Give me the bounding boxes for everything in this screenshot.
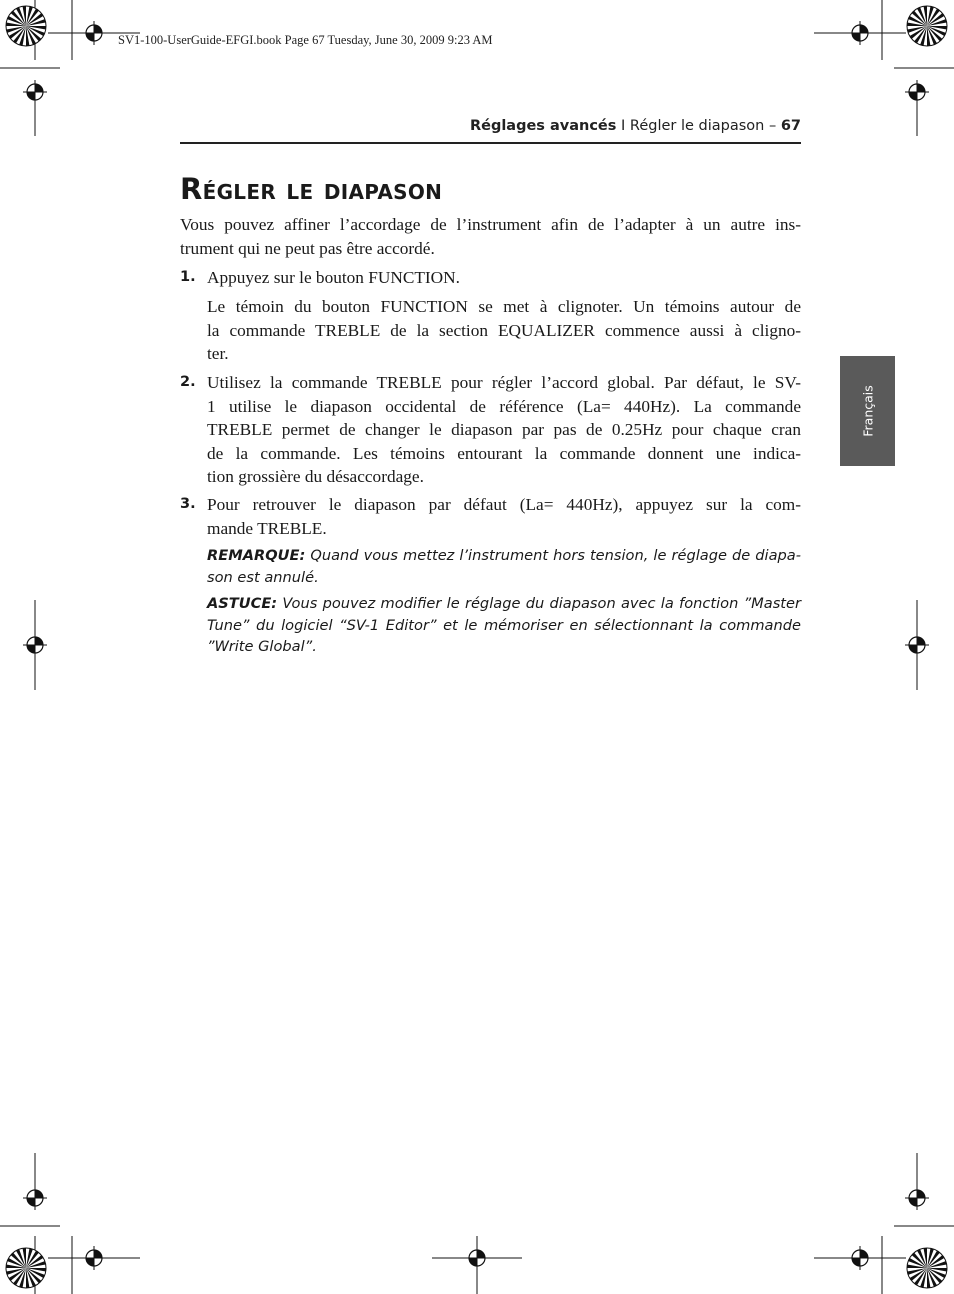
- remark-label: REMARQUE:: [207, 547, 306, 564]
- running-head-separator: I: [621, 118, 626, 134]
- text-line: Pour retrouver le diapason par défaut (La= 440Hz), appuyez sur la com-: [207, 495, 801, 514]
- step-number: 2.: [180, 374, 196, 390]
- running-head-dash: –: [768, 118, 777, 134]
- text-line: Utilisez la commande TREBLE pour régler l’accord global. Par défaut, le SV-: [207, 373, 801, 392]
- star-target-mark: [6, 6, 46, 46]
- text-line: TREBLE permet de changer le diapason par pas de 0.25Hz pour chaque cran: [207, 420, 801, 439]
- text-line: Vous pouvez modifier le réglage du diapason avec la fonction ”Master: [282, 595, 802, 612]
- step-number: 1.: [180, 269, 196, 285]
- step-number: 3.: [180, 496, 196, 512]
- text-line: tion grossière du désaccordage.: [207, 467, 424, 486]
- page-number: 67: [780, 118, 801, 134]
- language-tab-label: Français: [860, 385, 875, 437]
- text-line: Appuyez sur le bouton FUNCTION.: [207, 268, 460, 287]
- text-line: Quand vous mettez l’instrument hors tension, le réglage de diapa-: [310, 547, 802, 564]
- text-line: ”Write Global”.: [207, 638, 317, 655]
- text-line: Le témoin du bouton FUNCTION se met à clignoter. Un témoins autour de: [207, 297, 801, 316]
- tip-label: ASTUCE:: [207, 595, 278, 612]
- running-head-topic: Régler le diapason: [629, 118, 765, 134]
- text-line: Vous pouvez affiner l’accordage de l’instrument afin de l’adapter à un autre ins-: [180, 215, 801, 234]
- star-target-mark: [6, 1248, 46, 1288]
- star-target-mark: [907, 1248, 947, 1288]
- running-head-section: Réglages avancés: [469, 118, 617, 134]
- text-line: mande TREBLE.: [207, 518, 327, 538]
- star-target-mark: [907, 6, 947, 46]
- text-line: Tune” du logiciel “SV-1 Editor” et le mémoriser en sélectionnant la commande: [207, 616, 801, 634]
- text-line: de la commande. Les témoins entourant la commande donnent une indica-: [207, 443, 801, 463]
- text-line: la commande TREBLE de la section EQUALIZER commence aussi à cligno-: [207, 320, 801, 340]
- text-line: 1 utilise le diapason occidental de référence (La= 440Hz). La commande: [207, 396, 801, 416]
- printer-slug: SV1-100-UserGuide-EFGI.book Page 67 Tuesday, June 30, 2009 9:23 AM: [118, 33, 493, 47]
- text-line: trument qui ne peut pas être accordé.: [180, 238, 435, 258]
- text-line: ter.: [207, 344, 229, 363]
- page-title: Régler le diapason: [180, 172, 443, 206]
- text-line: son est annulé.: [207, 568, 319, 586]
